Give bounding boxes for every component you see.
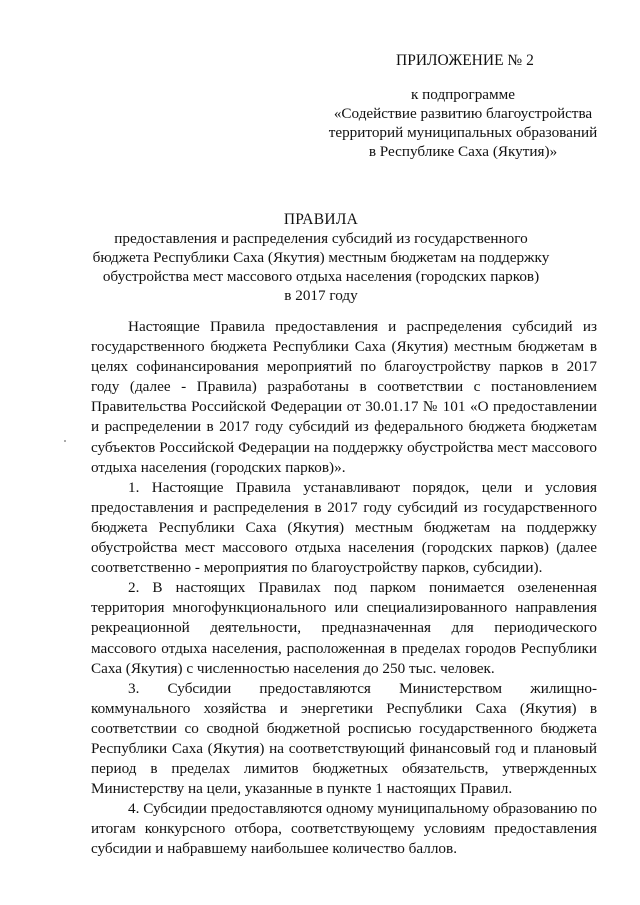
title-line: бюджета Республики Саха (Якутия) местным бюджетам на поддержку (92, 249, 550, 266)
paragraph-3: 3. Субсидии предоставляются Министерством жилищно-коммунального хозяйства и энергетики Республики Саха (Якутия) в соответствии со сводной бюджетной росписью государственного бюджета Республики Саха (Якутия) на соответствующий финансовый год и плановый период в пределах лимитов бюджетных обязательств, утвержденных Министерству на цели, указанные в пункте 1 настоящих Правил. (91, 679, 597, 798)
program-line: территорий муниципальных образований (328, 124, 598, 141)
program-line: «Содействие развитию благоустройства (333, 105, 593, 122)
document-body (91, 317, 597, 860)
rules-heading: ПРАВИЛА (283, 211, 359, 228)
paragraph-1: 1. Настоящие Правила устанавливают порядок, цели и условия предоставления и распределения в 2017 году субсидий из государственного бюджета Республики Саха (Якутия) местным бюджетам на поддержку обустройства мест массового отдыха населения (городских парков) (далее соответственно - мероприятия по благоустройству парков, субсидии). (91, 478, 597, 577)
paragraph-2: 2. В настоящих Правилах под парком понимается озелененная территория многофункционального или специализированного направления рекреационной деятельности, предназначенная для периодического массового отдыха населения, расположенная в пределах городов Республики Саха (Якутия) с численностью населения до 250 тыс. человек. (91, 579, 597, 677)
appendix-number: ПРИЛОЖЕНИЕ № 2 (396, 52, 534, 69)
program-line: к подпрограмме (410, 86, 516, 103)
document-title (60, 210, 582, 305)
appendix-program-reference (318, 85, 608, 161)
paragraph-4: 4. Субсидии предоставляются одному муниципальному образованию по итогам конкурсного отбора, соответствующему условиям предоставления субсидии и набравшему наибольшее количество баллов. (91, 800, 597, 858)
scan-speck (64, 440, 66, 442)
title-line: в 2017 году (284, 287, 358, 304)
title-line: обустройства мест массового отдыха населения (городских парков) (102, 268, 540, 285)
title-line: предоставления и распределения субсидий из государственного (114, 230, 528, 247)
program-line: в Республике Саха (Якутия)» (368, 143, 558, 160)
paragraph-intro: Настоящие Правила предоставления и распределения субсидий из государственного бюджета Республики Саха (Якутия) местным бюджетам в целях софинансирования мероприятий по благоустройству парков в 2017 году (далее - Правила) разработаны в соответствии с постановлением Правительства Российской Федерации от 30.01.17 № 101 «О предоставлении и распределении в 2017 году субсидий из федерального бюджета бюджетам субъектов Российской Федерации на поддержку обустройства мест массового отдыха населения (городских парков)». (91, 318, 597, 476)
